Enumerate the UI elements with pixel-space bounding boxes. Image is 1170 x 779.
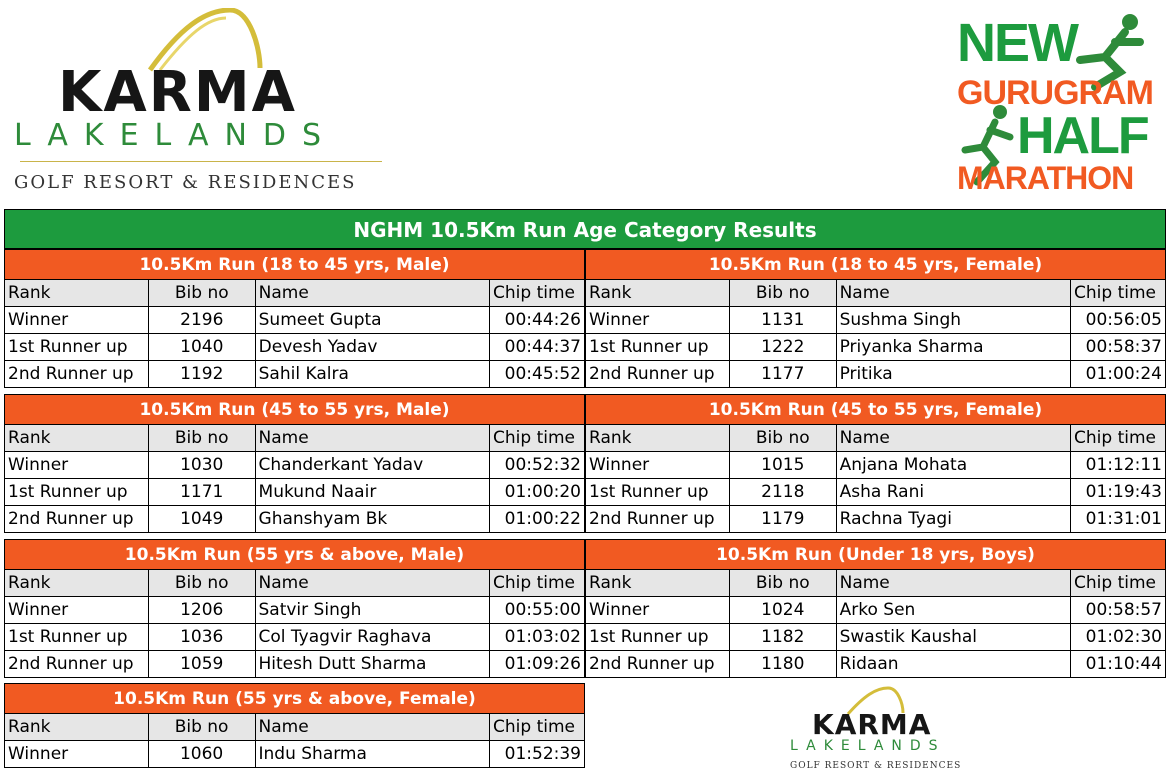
chip-time-cell: 01:02:30: [1071, 624, 1166, 651]
category-title: 10.5Km Run (45 to 55 yrs, Male): [5, 395, 585, 425]
table-row: [5, 741, 585, 768]
chip-time-cell: 01:00:24: [1071, 361, 1166, 388]
chip-time-cell: 01:09:26: [490, 651, 585, 678]
chip-time-cell: 00:44:26: [490, 307, 585, 334]
rank-cell: Winner: [586, 597, 730, 624]
karma-lakelands-logo-small: [786, 686, 986, 776]
bib-cell: 1040: [148, 334, 255, 361]
bib-cell: 1015: [729, 452, 836, 479]
bib-cell: 1179: [729, 506, 836, 533]
bib-cell: 1024: [729, 597, 836, 624]
name-cell: Sumeet Gupta: [255, 307, 489, 334]
column-header: Bib no: [148, 425, 255, 452]
name-cell: Ghanshyam Bk: [255, 506, 490, 533]
rank-cell: 1st Runner up: [5, 624, 149, 651]
column-header: Name: [836, 570, 1070, 597]
chip-time-cell: 00:58:37: [1071, 334, 1166, 361]
bib-cell: 1222: [729, 334, 836, 361]
name-cell: Rachna Tyagi: [836, 506, 1070, 533]
name-cell: Indu Sharma: [255, 741, 490, 768]
name-cell: Anjana Mohata: [836, 452, 1070, 479]
golf-resort-tagline-small: GOLF RESORT & RESIDENCES: [790, 761, 962, 771]
column-header-row: [5, 570, 585, 597]
rank-cell: 1st Runner up: [586, 479, 730, 506]
table-row: [586, 597, 1166, 624]
bib-cell: 1192: [148, 361, 255, 388]
rank-cell: Winner: [5, 597, 149, 624]
table-row: [586, 624, 1166, 651]
name-cell: Arko Sen: [836, 597, 1070, 624]
bib-cell: 1171: [148, 479, 255, 506]
name-cell: Col Tyagvir Raghava: [255, 624, 490, 651]
name-cell: Devesh Yadav: [255, 334, 489, 361]
gold-divider: [20, 161, 382, 162]
chip-time-cell: 00:45:52: [490, 361, 585, 388]
bib-cell: 1059: [148, 651, 255, 678]
column-header: Name: [255, 570, 490, 597]
column-header: Name: [255, 280, 489, 307]
column-header: Chip time: [490, 280, 585, 307]
column-header: Bib no: [729, 570, 836, 597]
chip-time-cell: 01:12:11: [1071, 452, 1166, 479]
column-header-row: [5, 714, 585, 741]
column-header: Rank: [586, 425, 730, 452]
rank-cell: Winner: [586, 452, 730, 479]
column-header: Chip time: [490, 570, 585, 597]
table-row: [586, 651, 1166, 678]
category-title: 10.5Km Run (55 yrs & above, Female): [5, 684, 585, 714]
column-header-row: [586, 280, 1166, 307]
column-header-row: [5, 280, 585, 307]
karma-wordmark-small: KARMA: [812, 708, 932, 741]
column-header: Bib no: [729, 280, 836, 307]
column-header: Rank: [5, 714, 149, 741]
column-header: Bib no: [148, 570, 255, 597]
table-row: [5, 361, 585, 388]
bib-cell: 1177: [729, 361, 836, 388]
nghm-half: HALF: [1017, 107, 1148, 165]
chip-time-cell: 00:44:37: [490, 334, 585, 361]
bib-cell: 1180: [729, 651, 836, 678]
bib-cell: 1060: [148, 741, 255, 768]
name-cell: Asha Rani: [836, 479, 1070, 506]
category-title: 10.5Km Run (18 to 45 yrs, Male): [5, 250, 585, 280]
category-table: [4, 394, 585, 533]
column-header: Rank: [5, 280, 149, 307]
table-row: [5, 624, 585, 651]
table-row: [5, 334, 585, 361]
rank-cell: 2nd Runner up: [586, 651, 730, 678]
column-header: Name: [255, 714, 490, 741]
rank-cell: 1st Runner up: [5, 479, 149, 506]
nghm-new: NEW: [957, 13, 1077, 73]
chip-time-cell: 00:55:00: [490, 597, 585, 624]
bib-cell: 1049: [148, 506, 255, 533]
table-row: [586, 506, 1166, 533]
table-row: [5, 597, 585, 624]
karma-wordmark: KARMA: [58, 60, 297, 125]
rank-cell: Winner: [5, 741, 149, 768]
name-cell: Satvir Singh: [255, 597, 490, 624]
table-row: [5, 651, 585, 678]
lakelands-wordmark: LAKELANDS: [14, 118, 338, 153]
column-header: Chip time: [490, 425, 585, 452]
chip-time-cell: 00:58:57: [1071, 597, 1166, 624]
category-title: 10.5Km Run (Under 18 yrs, Boys): [586, 540, 1166, 570]
table-row: [5, 452, 585, 479]
bib-cell: 1182: [729, 624, 836, 651]
chip-time-cell: 01:31:01: [1071, 506, 1166, 533]
category-title: 10.5Km Run (45 to 55 yrs, Female): [586, 395, 1166, 425]
column-header-row: [586, 570, 1166, 597]
name-cell: Sahil Kalra: [255, 361, 489, 388]
name-cell: Pritika: [836, 361, 1070, 388]
column-header: Chip time: [1071, 425, 1166, 452]
nghm-gurugram: GURUGRAM: [957, 74, 1153, 112]
table-row: [586, 361, 1166, 388]
category-table: [585, 249, 1166, 388]
column-header-row: [586, 425, 1166, 452]
bib-cell: 2196: [148, 307, 255, 334]
chip-time-cell: 01:10:44: [1071, 651, 1166, 678]
nghm-marathon: MARATHON: [957, 160, 1134, 196]
column-header: Chip time: [490, 714, 585, 741]
rank-cell: 2nd Runner up: [5, 361, 149, 388]
table-row: [5, 307, 585, 334]
chip-time-cell: 01:03:02: [490, 624, 585, 651]
table-row: [586, 307, 1166, 334]
lakelands-wordmark-small: LAKELANDS: [790, 738, 946, 754]
column-header: Bib no: [148, 280, 255, 307]
rank-cell: Winner: [5, 452, 149, 479]
rank-cell: 2nd Runner up: [586, 506, 730, 533]
chip-time-cell: 01:00:20: [490, 479, 585, 506]
rank-cell: 2nd Runner up: [5, 506, 149, 533]
column-header: Chip time: [1071, 280, 1166, 307]
rank-cell: 2nd Runner up: [5, 651, 149, 678]
chip-time-cell: 01:00:22: [490, 506, 585, 533]
bib-cell: 1131: [729, 307, 836, 334]
table-row: [586, 452, 1166, 479]
category-table: [585, 394, 1166, 533]
column-header: Name: [836, 280, 1070, 307]
chip-time-cell: 00:52:32: [490, 452, 585, 479]
rank-cell: 1st Runner up: [5, 334, 149, 361]
table-row: [586, 334, 1166, 361]
rank-cell: 1st Runner up: [586, 334, 730, 361]
column-header: Rank: [5, 570, 149, 597]
golf-resort-tagline: GOLF RESORT & RESIDENCES: [14, 172, 357, 193]
table-row: [5, 506, 585, 533]
name-cell: Mukund Naair: [255, 479, 490, 506]
chip-time-cell: 00:56:05: [1071, 307, 1166, 334]
bib-cell: 1030: [148, 452, 255, 479]
nghm-logo: [955, 12, 1155, 197]
column-header: Bib no: [148, 714, 255, 741]
category-table: [585, 539, 1166, 678]
name-cell: Ridaan: [836, 651, 1070, 678]
bib-cell: 2118: [729, 479, 836, 506]
category-table: [4, 249, 585, 388]
category-title: 10.5Km Run (18 to 45 yrs, Female): [586, 250, 1166, 280]
name-cell: Hitesh Dutt Sharma: [255, 651, 490, 678]
chip-time-cell: 01:19:43: [1071, 479, 1166, 506]
rank-cell: Winner: [586, 307, 730, 334]
column-header: Chip time: [1071, 570, 1166, 597]
name-cell: Sushma Singh: [836, 307, 1070, 334]
bib-cell: 1036: [148, 624, 255, 651]
bib-cell: 1206: [148, 597, 255, 624]
column-header: Rank: [586, 280, 730, 307]
name-cell: Chanderkant Yadav: [255, 452, 490, 479]
table-row: [586, 479, 1166, 506]
column-header: Name: [255, 425, 490, 452]
name-cell: Priyanka Sharma: [836, 334, 1070, 361]
rank-cell: 1st Runner up: [586, 624, 730, 651]
rank-cell: Winner: [5, 307, 149, 334]
karma-lakelands-logo: [10, 8, 390, 198]
table-row: [5, 479, 585, 506]
rank-cell: 2nd Runner up: [586, 361, 730, 388]
column-header: Rank: [5, 425, 149, 452]
category-table: [4, 683, 585, 768]
results-title: NGHM 10.5Km Run Age Category Results: [4, 209, 1166, 249]
category-title: 10.5Km Run (55 yrs & above, Male): [5, 540, 585, 570]
column-header: Rank: [586, 570, 730, 597]
chip-time-cell: 01:52:39: [490, 741, 585, 768]
category-table: [4, 539, 585, 678]
column-header: Name: [836, 425, 1070, 452]
column-header-row: [5, 425, 585, 452]
name-cell: Swastik Kaushal: [836, 624, 1070, 651]
column-header: Bib no: [729, 425, 836, 452]
